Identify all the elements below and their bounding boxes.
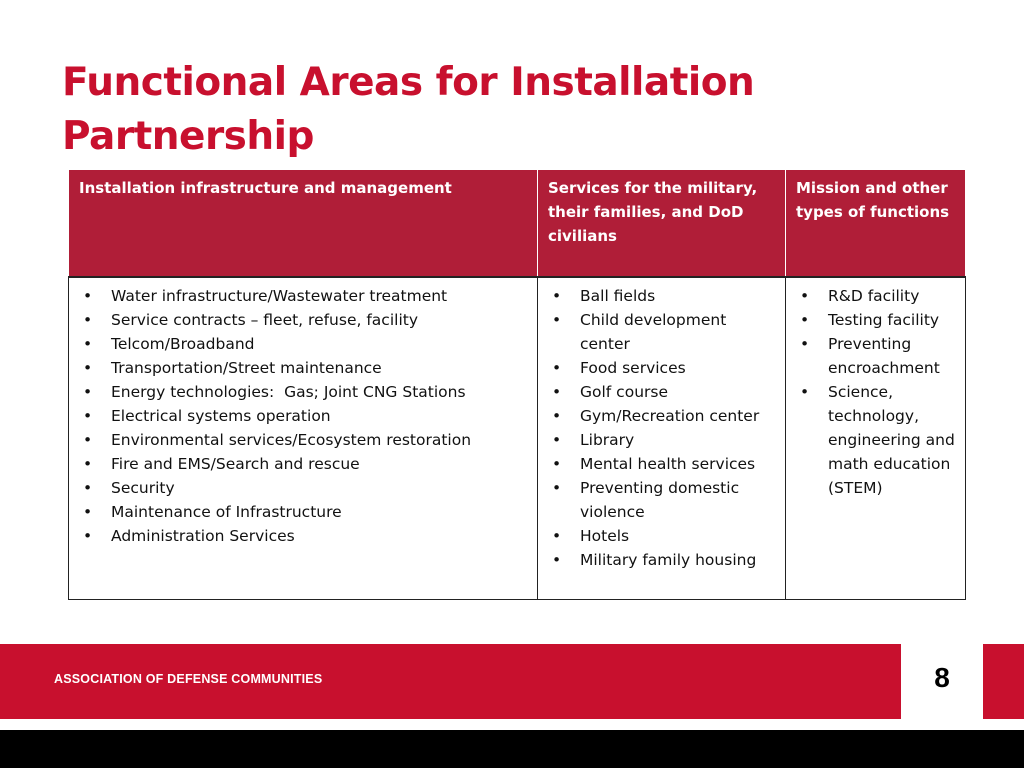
services-list bbox=[546, 284, 777, 572]
column-header-mission: Mission and other types of functions bbox=[786, 170, 966, 277]
list-item: • Child development center bbox=[546, 308, 777, 356]
table-body-row bbox=[69, 277, 966, 600]
list-item: • Ball fields bbox=[546, 284, 777, 308]
organization-name: ASSOCIATION OF DEFENSE COMMUNITIES bbox=[54, 672, 323, 686]
list-item: • Science, technology, engineering and math education (STEM) bbox=[794, 380, 957, 500]
footer-right-tab bbox=[983, 644, 1024, 719]
page-number: 8 bbox=[934, 662, 950, 693]
column-header-infrastructure: Installation infrastructure and management bbox=[69, 170, 538, 277]
list-item: • Testing facility bbox=[794, 308, 957, 332]
list-item: • Gym/Recreation center bbox=[546, 404, 777, 428]
list-item: • R&D facility bbox=[794, 284, 957, 308]
list-item: • Library bbox=[546, 428, 777, 452]
slide-title: Functional Areas for Installation Partnership bbox=[62, 60, 755, 159]
functional-areas-table bbox=[68, 170, 966, 600]
list-item: • Fire and EMS/Search and rescue bbox=[77, 452, 529, 476]
mission-list bbox=[794, 284, 957, 500]
list-item: • Mental health services bbox=[546, 452, 777, 476]
list-item: • Security bbox=[77, 476, 529, 500]
list-item: • Preventing encroachment bbox=[794, 332, 957, 380]
list-item: • Electrical systems operation bbox=[77, 404, 529, 428]
infrastructure-list bbox=[77, 284, 529, 548]
list-item: • Food services bbox=[546, 356, 777, 380]
list-item: • Water infrastructure/Wastewater treatment bbox=[77, 284, 529, 308]
list-item: • Golf course bbox=[546, 380, 777, 404]
list-item: • Telcom/Broadband bbox=[77, 332, 529, 356]
services-cell bbox=[538, 277, 786, 600]
list-item: • Maintenance of Infrastructure bbox=[77, 500, 529, 524]
list-item: • Transportation/Street maintenance bbox=[77, 356, 529, 380]
list-item: • Service contracts – fleet, refuse, facility bbox=[77, 308, 529, 332]
column-header-services: Services for the military, their families, and DoD civilians bbox=[538, 170, 786, 277]
bottom-black-band bbox=[0, 730, 1024, 768]
table-header-row bbox=[69, 170, 966, 277]
list-item: • Hotels bbox=[546, 524, 777, 548]
list-item: • Military family housing bbox=[546, 548, 777, 572]
list-item: • Energy technologies: Gas; Joint CNG Stations bbox=[77, 380, 529, 404]
mission-cell bbox=[786, 277, 966, 600]
list-item: • Administration Services bbox=[77, 524, 529, 548]
list-item: • Preventing domestic violence bbox=[546, 476, 777, 524]
infrastructure-cell bbox=[69, 277, 538, 600]
list-item: • Environmental services/Ecosystem restoration bbox=[77, 428, 529, 452]
